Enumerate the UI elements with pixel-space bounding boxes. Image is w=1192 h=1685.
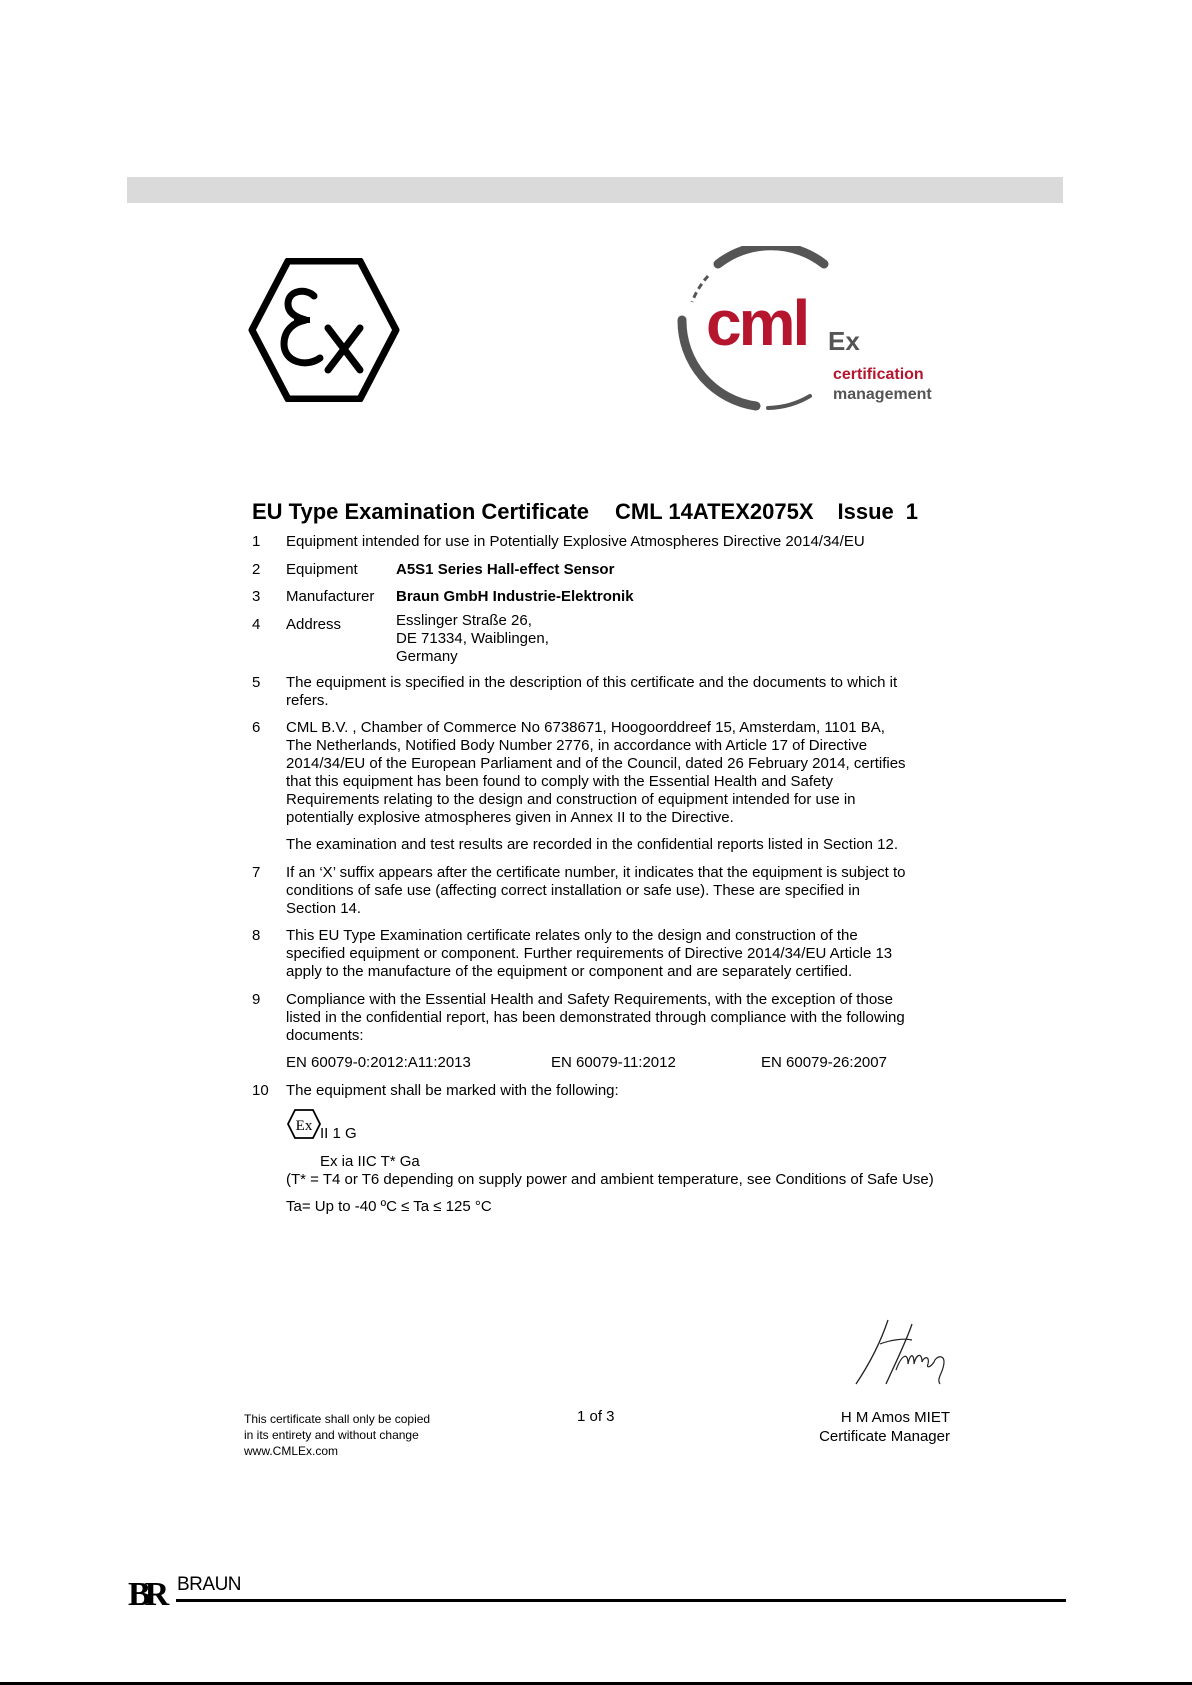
item-line: that this equipment has been found to comply with the Essential Health and Safety (286, 773, 834, 790)
signer-name: H M Amos MIET (840, 1409, 950, 1426)
certificate-title (252, 499, 918, 525)
signer-title: Certificate Manager (819, 1428, 950, 1445)
item-number: 4 (252, 616, 261, 633)
svg-text:BR: BR (128, 1576, 164, 1608)
equipment-group: II 1 G (320, 1125, 357, 1142)
item-number: 3 (252, 588, 261, 605)
item-line: potentially explosive atmospheres given in Annex II to the Directive. (286, 809, 734, 826)
manufacturer-value: Braun GmbH Industrie-Elektronik (396, 588, 634, 605)
item-line: CML B.V. , Chamber of Commerce No 6738671, Hoogoorddreef 15, Amsterdam, 1101 BA, (286, 719, 885, 736)
footer-line: This certificate shall only be copied (244, 1412, 431, 1426)
svg-text:Ex: Ex (295, 1118, 313, 1134)
ambient-range: Ta= Up to -40 ºC ≤ Ta ≤ 125 °C (286, 1198, 492, 1215)
cml-logo (676, 246, 958, 414)
item-line: specified equipment or component. Further requirements of Directive 2014/34/EU Article 13 (286, 945, 893, 962)
address-line: Esslinger Straße 26, (396, 612, 532, 629)
item-note: The examination and test results are recorded in the confidential reports listed in Section 12. (286, 836, 899, 853)
certificate-number: CML 14ATEX2075X (615, 499, 814, 524)
item-line: Requirements relating to the design and construction of equipment intended for use in (286, 791, 856, 808)
standard-2: EN 60079-11:2012 (551, 1054, 676, 1071)
ex-marking-icon (286, 1108, 322, 1140)
item-number: 10 (252, 1082, 269, 1099)
footer-notice (244, 1411, 430, 1459)
issue-label: Issue (837, 499, 894, 524)
item-number: 2 (252, 561, 261, 578)
standard-3: EN 60079-26:2007 (761, 1054, 887, 1071)
address-line: DE 71334, Waiblingen, (396, 630, 549, 647)
item-line: documents: (286, 1027, 364, 1044)
item-line: refers. (286, 692, 329, 709)
braun-name: BRAUN (177, 1574, 242, 1595)
address-line: Germany (396, 648, 458, 665)
header-bar (127, 177, 1063, 203)
item-text: Equipment intended for use in Potentially Explosive Atmospheres Directive 2014/34/EU (286, 533, 865, 550)
item-number: 5 (252, 674, 261, 691)
item-line: The equipment is specified in the description of this certificate and the documents to which it (286, 674, 898, 691)
item-number: 1 (252, 533, 261, 550)
item-line: The Netherlands, Notified Body Number 2776, in accordance with Article 17 of Directive (286, 737, 868, 754)
item-line: Compliance with the Essential Health and Safety Requirements, with the exception of those (286, 991, 894, 1008)
address-label: Address (286, 616, 342, 633)
item-number: 7 (252, 864, 261, 881)
manufacturer-label: Manufacturer (286, 588, 375, 605)
page-number: 1 of 3 (577, 1408, 615, 1425)
footer-website: www.CMLEx.com (244, 1444, 339, 1458)
braun-logo-icon (128, 1574, 172, 1608)
signature-image (850, 1318, 950, 1390)
item-line: conditions of safe use (affecting correct installation or safe use). These are specified in (286, 882, 860, 899)
cml-tagline-1: certification (833, 366, 924, 383)
item-number: 9 (252, 991, 261, 1008)
item-line: 2014/34/EU of the European Parliament and of the Council, dated 26 February 2014, certifies (286, 755, 906, 772)
footer-rule (176, 1599, 1066, 1602)
footer-line: in its entirety and without change (244, 1428, 419, 1442)
cml-brand: cml (706, 287, 808, 359)
item-line: Section 14. (286, 900, 362, 917)
item-number: 6 (252, 719, 261, 736)
equipment-value: A5S1 Series Hall-effect Sensor (396, 561, 615, 578)
item-line: apply to the manufacture of the equipment or component and are separately certified. (286, 963, 853, 980)
item-number: 8 (252, 927, 261, 944)
standard-1: EN 60079-0:2012:A11:2013 (286, 1054, 471, 1071)
item-line: If an ‘X’ suffix appears after the certificate number, it indicates that the equipment is subject to (286, 864, 906, 881)
signer-block (790, 1408, 950, 1446)
equipment-label: Equipment (286, 561, 358, 578)
cml-suffix: Ex (828, 326, 860, 356)
issue-number: 1 (905, 499, 919, 524)
temperature-note: (T* = T4 or T6 depending on supply power and ambient temperature, see Conditions of Safe Use) (286, 1171, 934, 1188)
item-line: This EU Type Examination certificate relates only to the design and construction of the (286, 927, 858, 944)
ex-hexagon-icon (248, 258, 400, 402)
title-label: EU Type Examination Certificate (252, 499, 590, 524)
cml-tagline-2: management (833, 386, 932, 403)
address-value (396, 612, 549, 666)
item-line: listed in the confidential report, has been demonstrated through compliance with the following (286, 1009, 905, 1026)
protection-marking: Ex ia IIC T* Ga (320, 1153, 420, 1170)
item-text: The equipment shall be marked with the following: (286, 1082, 619, 1099)
